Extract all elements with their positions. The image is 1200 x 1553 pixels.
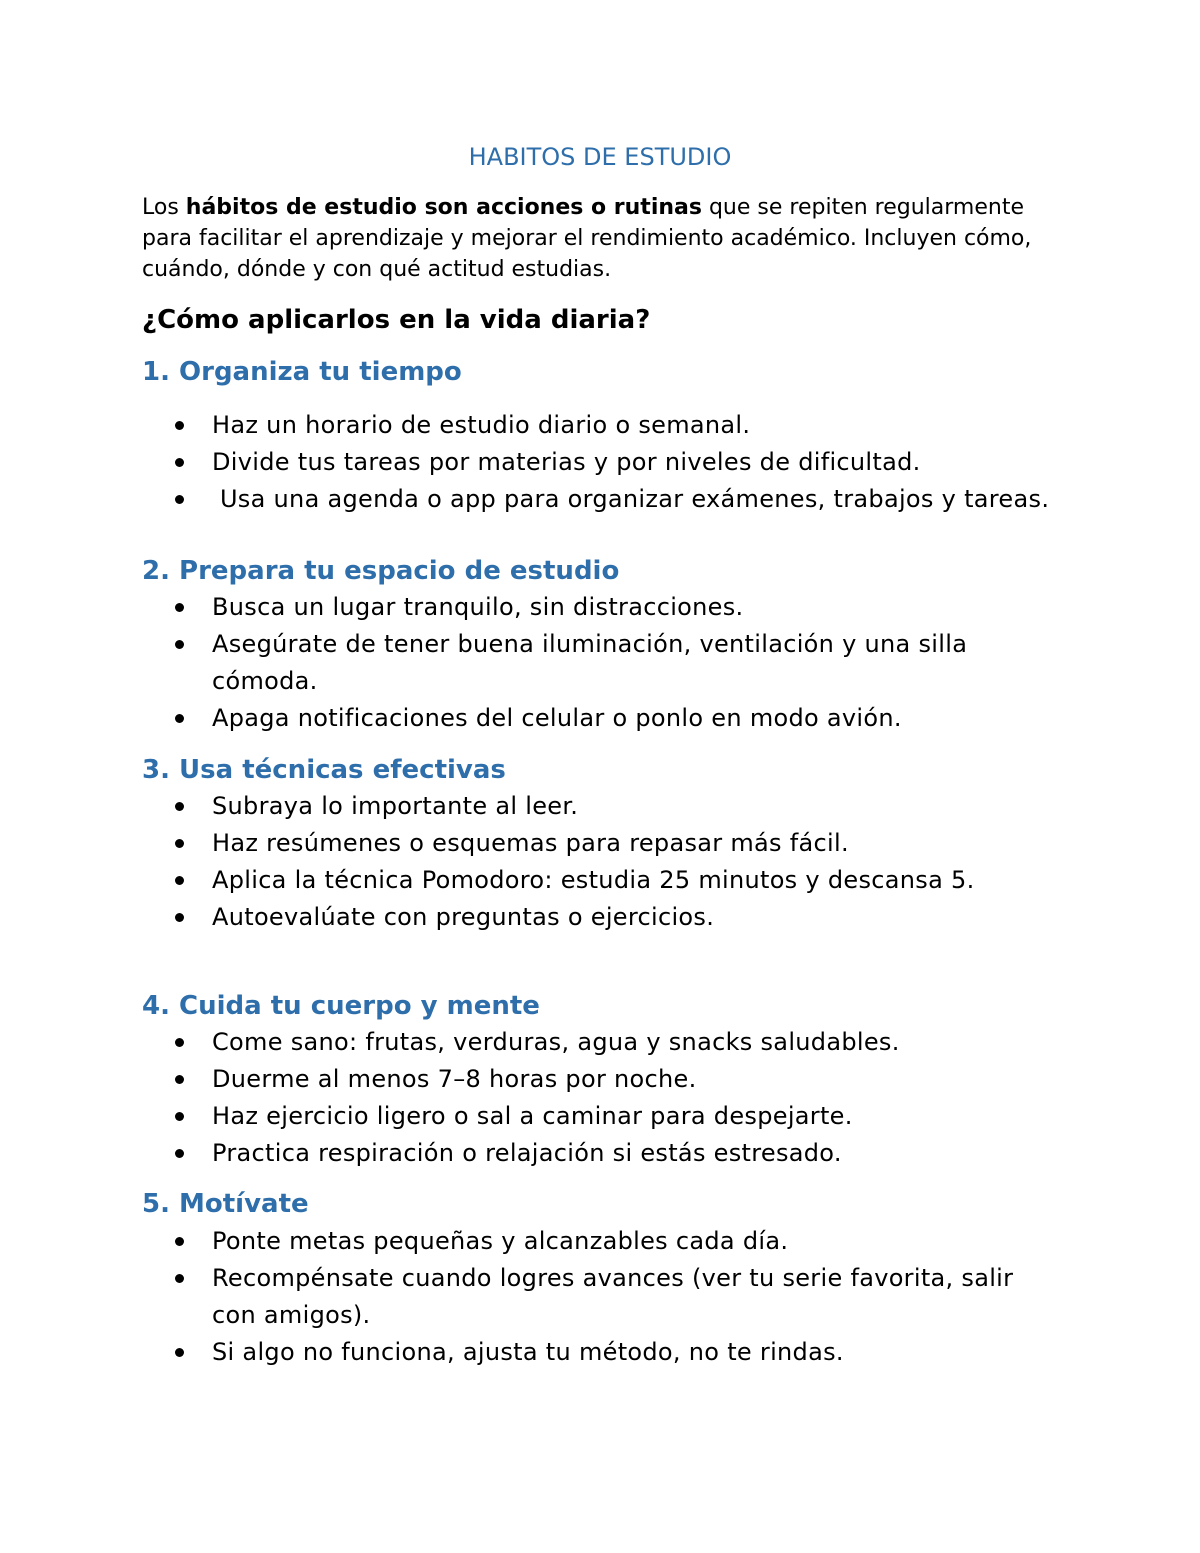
- section-heading-5: 5. Motívate: [142, 1189, 309, 1219]
- section-list-2: [142, 589, 1062, 737]
- list-item-text: Divide tus tareas por materias y por niveles de dificultad.: [212, 448, 921, 476]
- list-item-text: Si algo no funciona, ajusta tu método, no te rindas.: [212, 1338, 844, 1366]
- intro-text-start: Los: [142, 195, 186, 220]
- bullet-icon: [175, 1348, 184, 1357]
- list-item: [142, 899, 1062, 936]
- list-item-text: Busca un lugar tranquilo, sin distracciones.: [212, 593, 744, 621]
- list-item-text: Usa una agenda o app para organizar exámenes, trabajos y tareas.: [212, 485, 1050, 513]
- list-item-text: Subraya lo importante al leer.: [212, 792, 579, 820]
- list-item: [142, 1260, 1062, 1334]
- section-heading-3: 3. Usa técnicas efectivas: [142, 755, 506, 785]
- list-item-text: Asegúrate de tener buena iluminación, ventilación y una silla cómoda.: [212, 630, 968, 695]
- list-item: [142, 444, 1062, 481]
- list-item-text: Haz resúmenes o esquemas para repasar más fácil.: [212, 829, 849, 857]
- section-list-1: [142, 407, 1062, 518]
- document-title: HABITOS DE ESTUDIO: [468, 143, 732, 171]
- list-item: [142, 862, 1062, 899]
- intro-text-end: que se repiten regularmente para facilitar el aprendizaje y mejorar el rendimiento académico. Incluyen cómo, cuándo, dónde y con qué actitud estudias.: [142, 195, 1032, 282]
- list-item: [142, 626, 1062, 700]
- intro-paragraph: [142, 192, 1042, 285]
- list-item: [142, 1098, 1062, 1135]
- bullet-icon: [175, 1038, 184, 1047]
- section-heading-2: 2. Prepara tu espacio de estudio: [142, 556, 620, 586]
- list-item-text: Autoevalúate con preguntas o ejercicios.: [212, 903, 715, 931]
- bullet-icon: [175, 714, 184, 723]
- list-item: [142, 589, 1062, 626]
- list-item: [142, 1061, 1062, 1098]
- list-item-text: Practica respiración o relajación si estás estresado.: [212, 1139, 842, 1167]
- list-item-text: Apaga notificaciones del celular o ponlo en modo avión.: [212, 704, 902, 732]
- list-item: [142, 481, 1062, 518]
- bullet-icon: [175, 640, 184, 649]
- bullet-icon: [175, 495, 184, 504]
- bullet-icon: [175, 839, 184, 848]
- list-item-text: Haz un horario de estudio diario o semanal.: [212, 411, 751, 439]
- section-heading-4: 4. Cuida tu cuerpo y mente: [142, 991, 540, 1021]
- bullet-icon: [175, 603, 184, 612]
- bullet-icon: [175, 1274, 184, 1283]
- bullet-icon: [175, 913, 184, 922]
- list-item-text: Ponte metas pequeñas y alcanzables cada día.: [212, 1227, 789, 1255]
- section-heading-1: 1. Organiza tu tiempo: [142, 357, 462, 387]
- list-item-text: Come sano: frutas, verduras, agua y snacks saludables.: [212, 1028, 900, 1056]
- list-item: [142, 700, 1062, 737]
- bullet-icon: [175, 458, 184, 467]
- section-list-4: [142, 1024, 1062, 1172]
- list-item: [142, 788, 1062, 825]
- bullet-icon: [175, 421, 184, 430]
- bullet-icon: [175, 1112, 184, 1121]
- bullet-icon: [175, 1149, 184, 1158]
- list-item: [142, 825, 1062, 862]
- section-list-5: [142, 1223, 1062, 1371]
- list-item-text: Duerme al menos 7–8 horas por noche.: [212, 1065, 697, 1093]
- bullet-icon: [175, 802, 184, 811]
- bullet-icon: [175, 1237, 184, 1246]
- list-item: [142, 1024, 1062, 1061]
- list-item: [142, 1223, 1062, 1260]
- list-item-text: Haz ejercicio ligero o sal a caminar para despejarte.: [212, 1102, 853, 1130]
- bullet-icon: [175, 1075, 184, 1084]
- list-item-text: Aplica la técnica Pomodoro: estudia 25 minutos y descansa 5.: [212, 866, 975, 894]
- question-heading: ¿Cómo aplicarlos en la vida diaria?: [142, 305, 651, 335]
- list-item: [142, 1135, 1062, 1172]
- intro-text-bold: hábitos de estudio son acciones o rutinas: [185, 195, 702, 220]
- list-item-text: Recompénsate cuando logres avances (ver tu serie favorita, salir con amigos).: [212, 1264, 1014, 1329]
- list-item: [142, 1334, 1062, 1371]
- bullet-icon: [175, 876, 184, 885]
- section-list-3: [142, 788, 1062, 936]
- list-item: [142, 407, 1062, 444]
